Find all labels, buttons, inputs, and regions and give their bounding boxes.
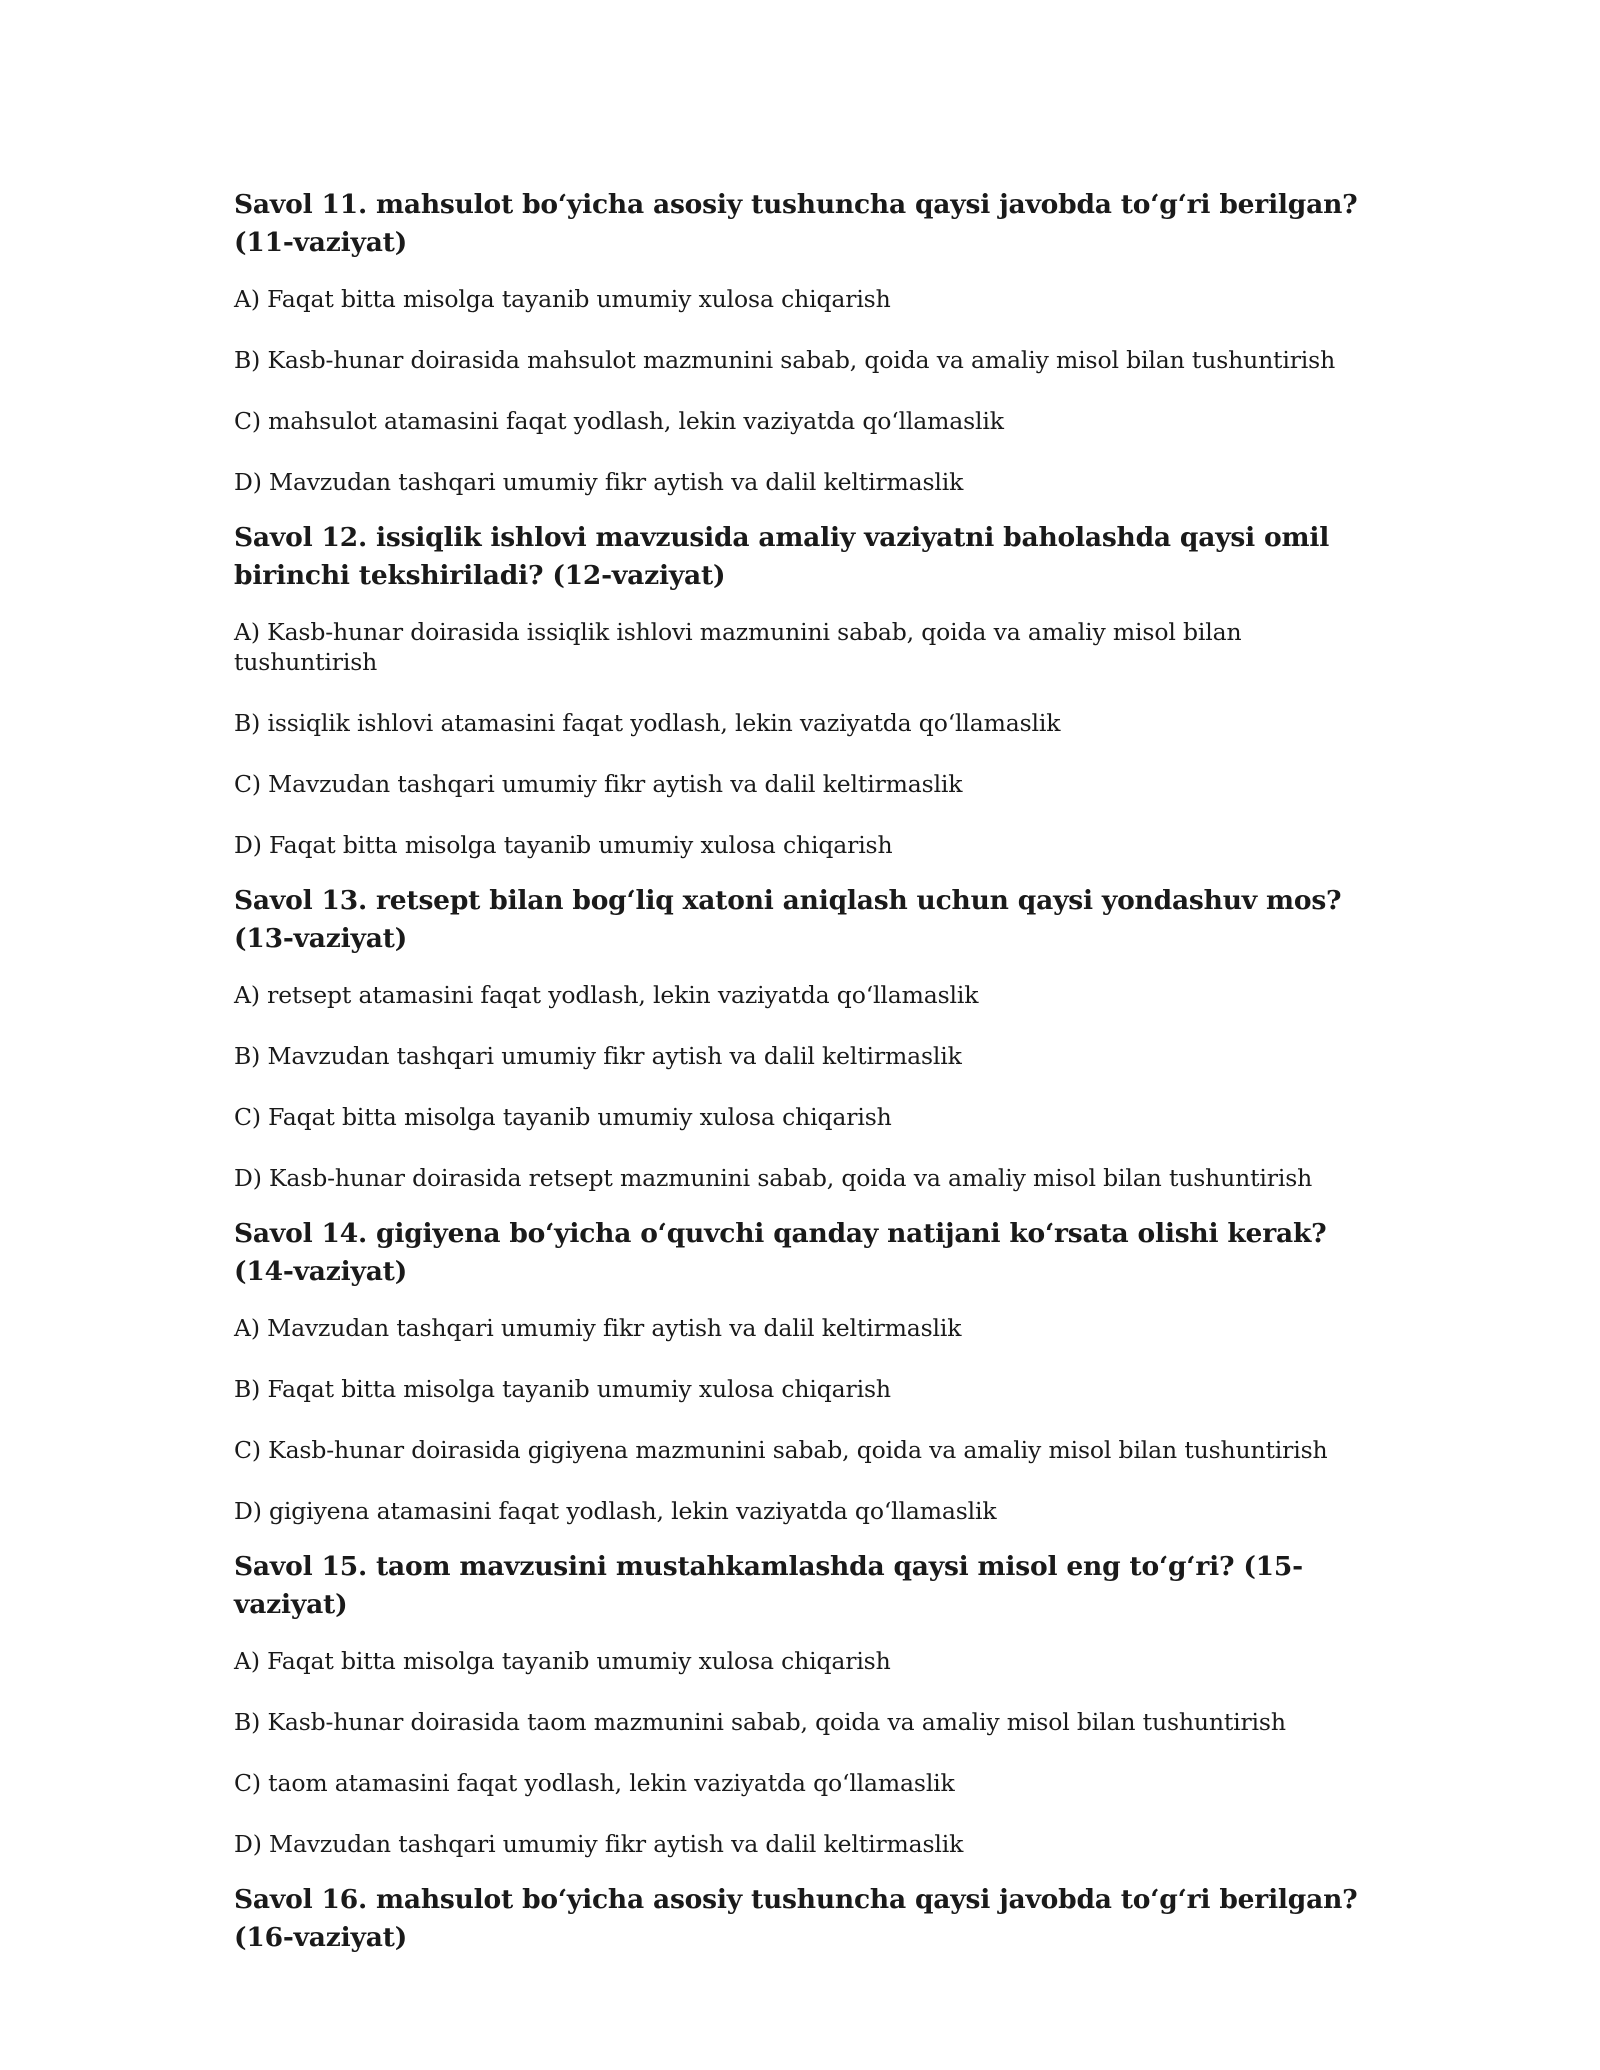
answer-option-d: D) Kasb-hunar doirasida retsept mazmunini sabab, qoida va amaliy misol bilan tushuntirish [234,1164,1313,1192]
question-12 [234,519,1384,860]
question-13 [234,882,1384,1193]
answer-option-d: D) Mavzudan tashqari umumiy fikr aytish va dalil keltirmaslik [234,1830,964,1858]
answer-option-b: B) Kasb-hunar doirasida mahsulot mazmunini sabab, qoida va amaliy misol bilan tushuntirish [234,346,1336,374]
answer-option-a: A) Mavzudan tashqari umumiy fikr aytish va dalil keltirmaslik [234,1314,962,1342]
question-15 [234,1548,1384,1859]
answer-option-b: B) Faqat bitta misolga tayanib umumiy xulosa chiqarish [234,1375,891,1403]
answer-option-d: D) Faqat bitta misolga tayanib umumiy xulosa chiqarish [234,831,893,859]
answer-option-c: C) mahsulot atamasini faqat yodlash, lekin vaziyatda qo‘llamaslik [234,407,1004,435]
answer-option-c: C) taom atamasini faqat yodlash, lekin vaziyatda qo‘llamaslik [234,1769,955,1797]
question-title: Savol 16. mahsulot bo‘yicha asosiy tushuncha qaysi javobda to‘g‘ri berilgan? (16-vaziyat) [234,1884,1358,1953]
question-title: Savol 11. mahsulot bo‘yicha asosiy tushuncha qaysi javobda to‘g‘ri berilgan? (11-vaziyat) [234,189,1358,258]
answer-option-a: A) Faqat bitta misolga tayanib umumiy xulosa chiqarish [234,1647,891,1675]
question-16 [234,1881,1384,1957]
answer-option-b: B) Mavzudan tashqari umumiy fikr aytish va dalil keltirmaslik [234,1042,962,1070]
answer-option-a: A) retsept atamasini faqat yodlash, lekin vaziyatda qo‘llamaslik [234,981,979,1009]
answer-option-d: D) Mavzudan tashqari umumiy fikr aytish va dalil keltirmaslik [234,468,964,496]
question-title: Savol 13. retsept bilan bog‘liq xatoni aniqlash uchun qaysi yondashuv mos? (13-vaziyat) [234,885,1342,954]
answer-option-c: C) Kasb-hunar doirasida gigiyena mazmunini sabab, qoida va amaliy misol bilan tushuntirish [234,1436,1328,1464]
answer-option-a: A) Kasb-hunar doirasida issiqlik ishlovi mazmunini sabab, qoida va amaliy misol bilan tushuntirish [234,618,1242,676]
answer-option-c: C) Faqat bitta misolga tayanib umumiy xulosa chiqarish [234,1103,892,1131]
question-title: Savol 12. issiqlik ishlovi mavzusida amaliy vaziyatni baholashda qaysi omil birinchi tekshiriladi? (12-vaziyat) [234,522,1330,591]
answer-option-c: C) Mavzudan tashqari umumiy fikr aytish va dalil keltirmaslik [234,770,963,798]
answer-option-d: D) gigiyena atamasini faqat yodlash, lekin vaziyatda qo‘llamaslik [234,1497,997,1525]
document-page [234,186,1384,1979]
answer-option-b: B) Kasb-hunar doirasida taom mazmunini sabab, qoida va amaliy misol bilan tushuntirish [234,1708,1286,1736]
question-11 [234,186,1384,497]
answer-option-b: B) issiqlik ishlovi atamasini faqat yodlash, lekin vaziyatda qo‘llamaslik [234,709,1061,737]
question-title: Savol 14. gigiyena bo‘yicha o‘quvchi qanday natijani ko‘rsata olishi kerak? (14-vaziyat) [234,1218,1327,1287]
question-title: Savol 15. taom mavzusini mustahkamlashda qaysi misol eng to‘g‘ri? (15-vaziyat) [234,1551,1303,1620]
question-14 [234,1215,1384,1526]
answer-option-a: A) Faqat bitta misolga tayanib umumiy xulosa chiqarish [234,285,891,313]
